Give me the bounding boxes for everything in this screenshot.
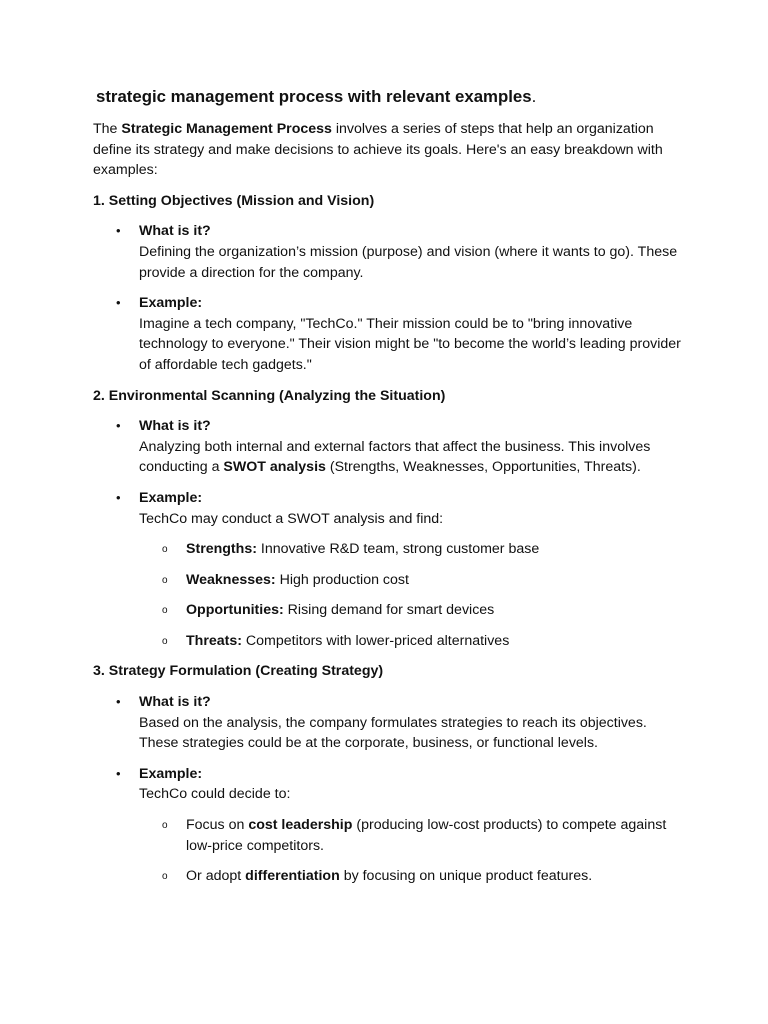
swot-text: Rising demand for smart devices	[283, 602, 495, 619]
swot-text: Competitors with lower-priced alternatives	[241, 632, 510, 649]
step-2-heading: 2. Environmental Scanning (Analyzing the Situation)	[93, 387, 446, 404]
intro-post: involves a series of steps that help an organization define its strategy and make decisions to achieve its goals. Here's an easy breakdown with examples:	[93, 121, 663, 179]
step-2-what-bold: SWOT analysis	[223, 459, 326, 476]
step-1-heading: 1. Setting Objectives (Mission and Vision)	[93, 192, 375, 209]
step-2-what-post: (Strengths, Weaknesses, Opportunities, Threats).	[325, 459, 641, 476]
document-page	[93, 86, 683, 897]
step-1-list	[93, 221, 683, 375]
swot-list	[139, 539, 683, 651]
intro-pre: The	[93, 121, 122, 137]
sub-bullet-icon: o	[162, 820, 168, 832]
step-1-what-item	[93, 221, 683, 283]
step-1-example-label: Example:	[139, 295, 203, 312]
option-post: (producing low-cost products) to compete against low-price competitors.	[186, 817, 667, 854]
bullet-icon: •	[116, 694, 121, 710]
strategy-option-cost-leadership	[139, 815, 683, 856]
step-3-what-label: What is it?	[139, 694, 211, 711]
swot-label: Threats:	[186, 632, 242, 649]
bullet-icon: •	[116, 295, 121, 311]
step-2-example-label: Example:	[139, 489, 203, 506]
step-1-example-item	[93, 293, 683, 375]
step-2-what-text	[139, 437, 683, 478]
sub-bullet-icon: o	[162, 871, 168, 883]
swot-text: Innovative R&D team, strong customer base	[256, 541, 540, 558]
step-3-what-text: Based on the analysis, the company formulates strategies to reach its objectives. These strategies could be at the corporate, business, or functional levels.	[139, 714, 647, 752]
option-pre: Or adopt	[186, 868, 246, 885]
swot-text: High production cost	[275, 571, 409, 588]
step-2-list	[93, 416, 683, 651]
option-bold: cost leadership	[248, 817, 353, 834]
swot-item-weaknesses	[139, 570, 683, 591]
step-2-example-item	[93, 488, 683, 652]
bullet-icon: •	[116, 418, 121, 434]
step-3-example-label: Example:	[139, 765, 203, 782]
swot-label: Weaknesses:	[186, 571, 276, 588]
step-3-example-text: TechCo could decide to:	[139, 786, 291, 803]
step-1-what-label: What is it?	[139, 223, 211, 240]
title-trailing-period: .	[531, 87, 537, 106]
step-2-what-label: What is it?	[139, 418, 211, 435]
swot-label: Strengths:	[186, 541, 257, 558]
sub-bullet-icon: o	[162, 574, 168, 586]
option-bold: differentiation	[245, 868, 340, 885]
bullet-icon: •	[116, 223, 121, 239]
intro-bold-term: Strategic Management Process	[121, 121, 332, 137]
swot-item-strengths	[139, 539, 683, 560]
swot-label: Opportunities:	[186, 602, 284, 619]
intro-paragraph	[93, 119, 683, 181]
option-post: by focusing on unique product features.	[339, 868, 593, 885]
option-pre: Focus on	[186, 817, 249, 834]
document-title	[96, 86, 683, 108]
swot-item-opportunities	[139, 600, 683, 621]
bullet-icon: •	[116, 489, 121, 505]
step-3-what-item	[93, 692, 683, 754]
sub-bullet-icon: o	[162, 605, 168, 617]
bullet-icon: •	[116, 765, 121, 781]
step-3-heading: 3. Strategy Formulation (Creating Strategy)	[93, 663, 384, 680]
step-1-what-text: Defining the organization’s mission (purpose) and vision (where it wants to go). These provide a direction for the company.	[139, 243, 678, 281]
sub-bullet-icon: o	[162, 544, 168, 556]
step-3-list	[93, 692, 683, 887]
swot-item-threats	[139, 631, 683, 652]
step-3-example-item	[93, 764, 683, 887]
strategy-options-list	[139, 815, 683, 887]
step-2-example-text: TechCo may conduct a SWOT analysis and find:	[139, 510, 444, 527]
step-1-example-text: Imagine a tech company, "TechCo." Their mission could be to "bring innovative technology to everyone." Their vision might be "to become the world’s leading provider of affordable tech gadgets."	[139, 315, 681, 373]
title-text: strategic management process with relevant examples	[96, 87, 532, 106]
step-2-what-pre: Analyzing both internal and external factors that affect the business. This involves conducting a	[139, 438, 651, 476]
step-2-what-item	[93, 416, 683, 478]
sub-bullet-icon: o	[162, 635, 168, 647]
strategy-option-differentiation	[139, 866, 683, 887]
